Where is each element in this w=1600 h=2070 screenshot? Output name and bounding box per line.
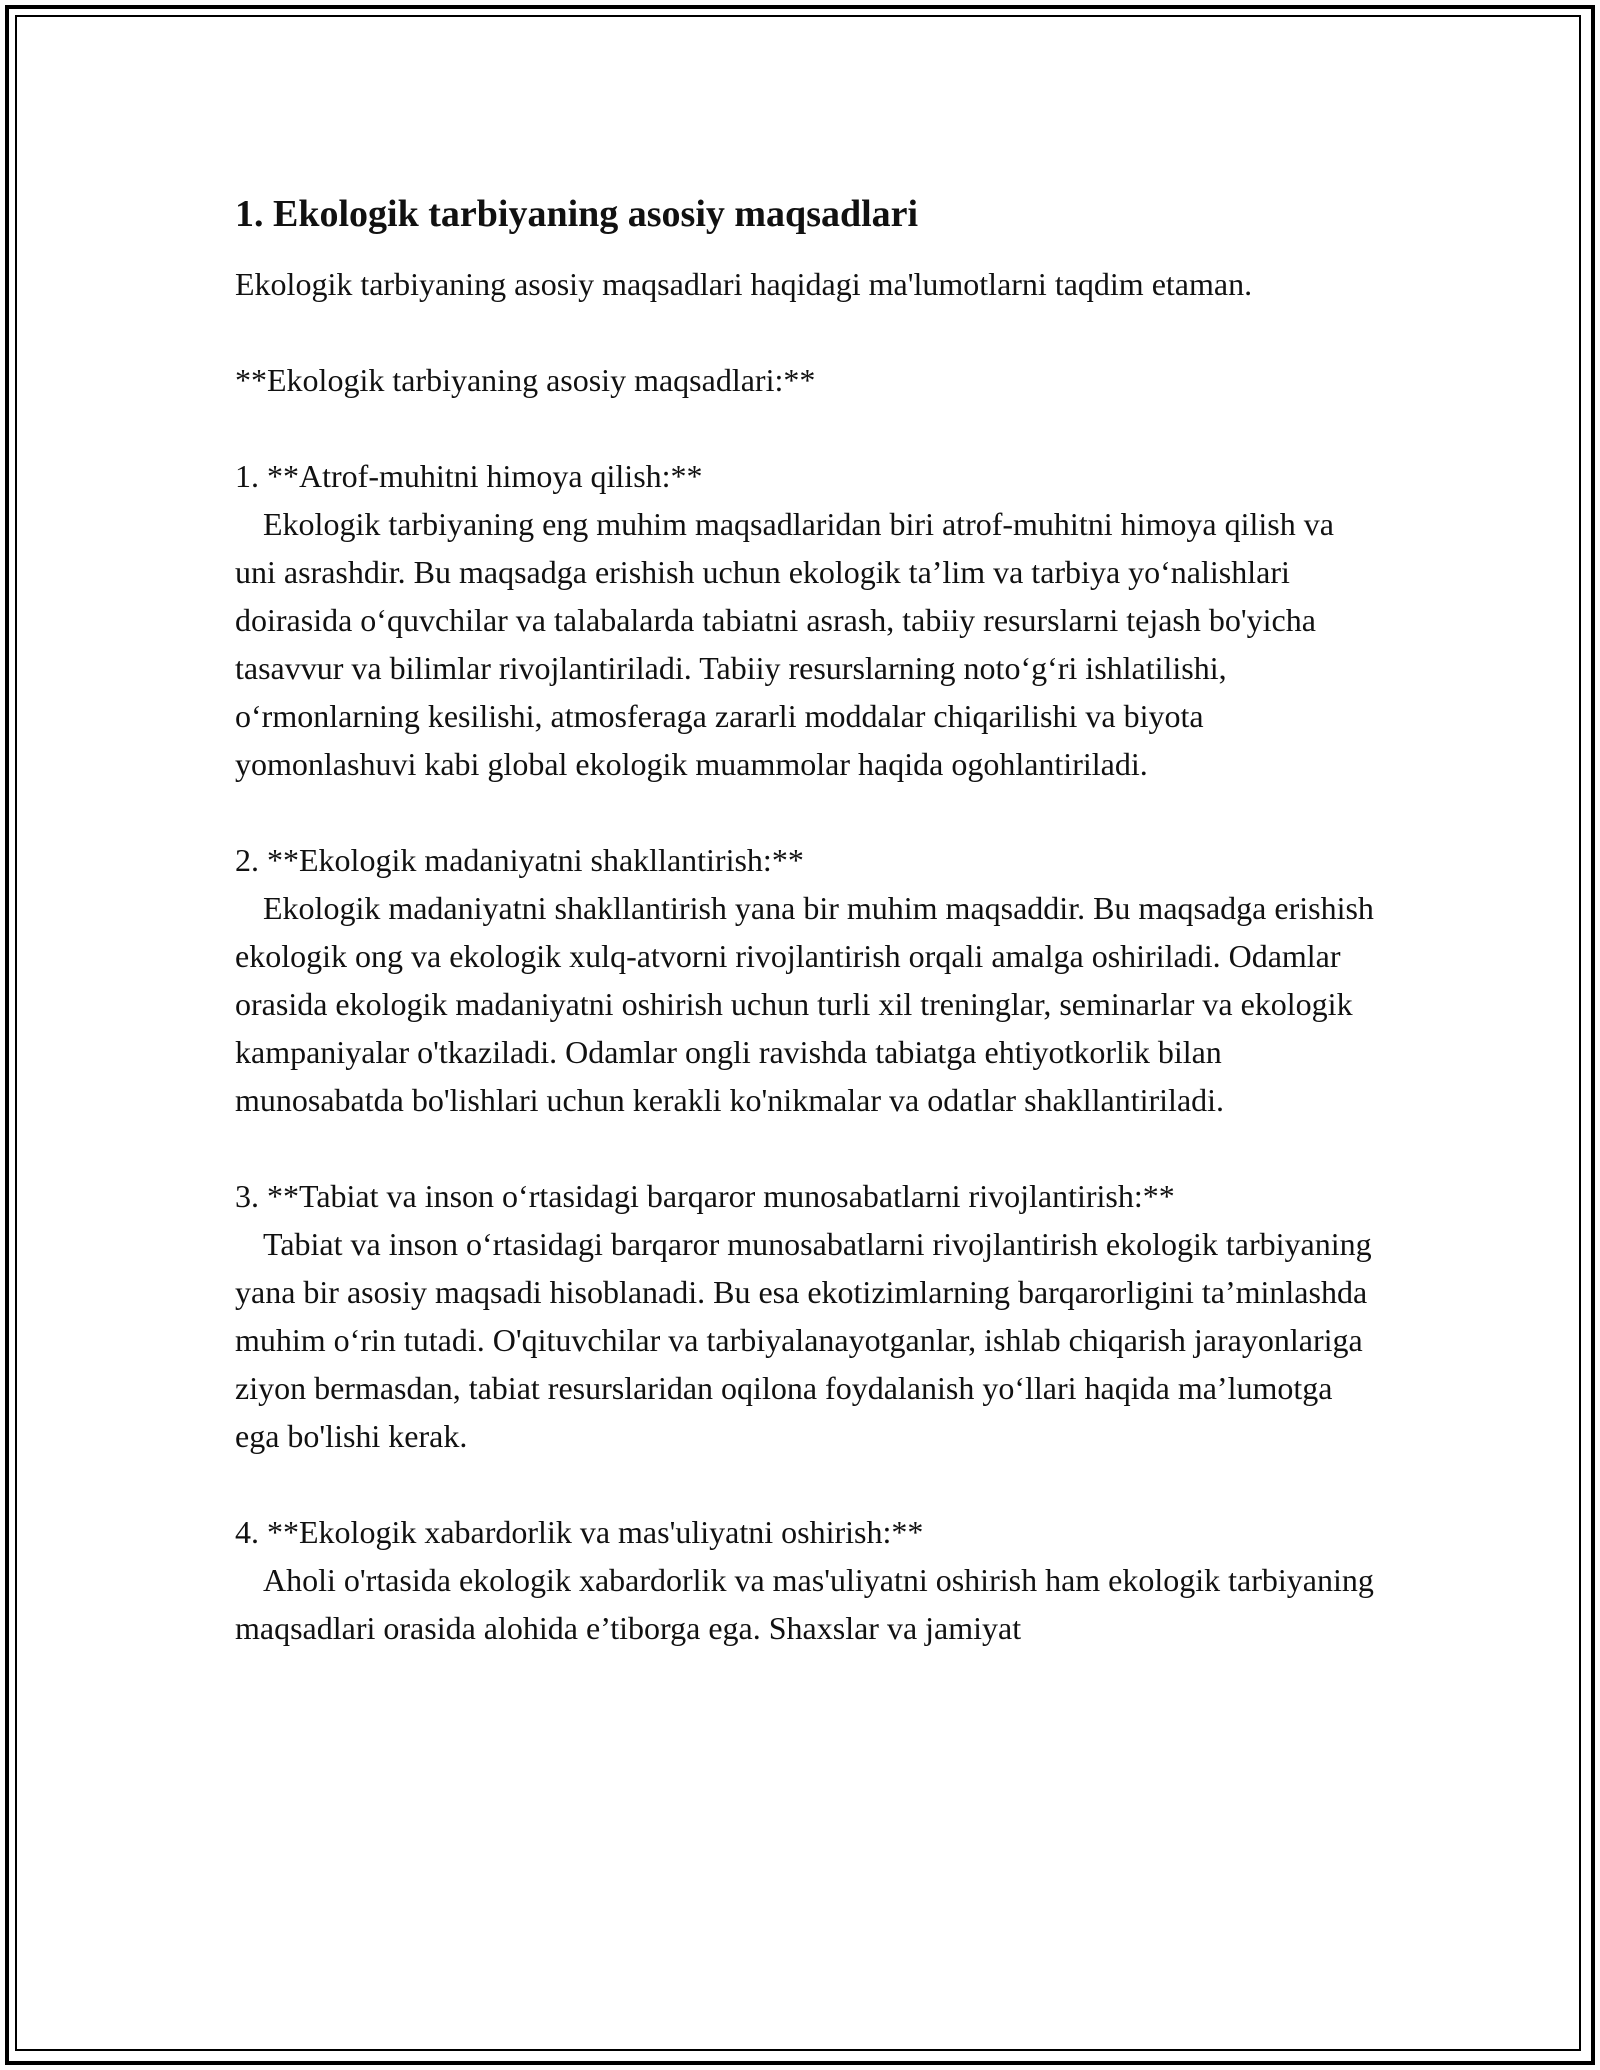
list-item-heading: 4. **Ekologik xabardorlik va mas'uliyatni oshirish:** — [235, 1514, 924, 1550]
list-item-heading: 3. **Tabiat va inson o‘rtasidagi barqaror munosabatlarni rivojlantirish:** — [235, 1178, 1175, 1214]
list-item — [235, 1508, 1375, 1652]
list-item — [235, 1172, 1375, 1460]
list-item-body: Ekologik madaniyatni shakllantirish yana bir muhim maqsaddir. Bu maqsadga erishish ekologik ong va ekologik xulq-atvorni rivojlantirish orqali amalga oshiriladi. Odamlar orasida ekologik madaniyatni oshirish uchun turli xil treninglar, seminarlar va ekologik kampaniyalar o'tkaziladi. Odamlar ongli ravishda tabiatga ehtiyotkorlik bilan munosabatda bo'lishlari uchun kerakli ko'nikmalar va odatlar shakllantiriladi. — [235, 890, 1374, 1118]
spacer — [235, 1124, 1375, 1172]
page-title: 1. Ekologik tarbiyaning asosiy maqsadlari — [235, 193, 919, 235]
section-heading: **Ekologik tarbiyaning asosiy maqsadlari:** — [235, 362, 816, 398]
document-body — [235, 186, 1375, 1652]
intro-paragraph: Ekologik tarbiyaning asosiy maqsadlari haqidagi ma'lumotlarni taqdim etaman. — [235, 266, 1253, 302]
spacer — [235, 404, 1375, 452]
list-item — [235, 836, 1375, 1124]
list-item-heading: 1. **Atrof-muhitni himoya qilish:** — [235, 458, 703, 494]
list-item-heading: 2. **Ekologik madaniyatni shakllantirish:** — [235, 842, 804, 878]
spacer — [235, 308, 1375, 356]
list-item-body: Ekologik tarbiyaning eng muhim maqsadlaridan biri atrof-muhitni himoya qilish va uni asrashdir. Bu maqsadga erishish uchun ekologik ta’lim va tarbiya yo‘nalishlari doirasida o‘quvchilar va talabalarda tabiatni asrash, tabiiy resurslarni tejash bo'yicha tasavvur va bilimlar rivojlantiriladi. Tabiiy resurslarning noto‘g‘ri ishlatilishi, o‘rmonlarning kesilishi, atmosferaga zararli moddalar chiqarilishi va biyota yomonlashuvi kabi global ekologik muammolar haqida ogohlantiriladi. — [235, 506, 1334, 782]
spacer — [235, 1460, 1375, 1508]
list-item-body: Tabiat va inson o‘rtasidagi barqaror munosabatlarni rivojlantirish ekologik tarbiyaning yana bir asosiy maqsadi hisoblanadi. Bu esa ekotizimlarning barqarorligini ta’minlashda muhim o‘rin tutadi. O'qituvchilar va tarbiyalanayotganlar, ishlab chiqarish jarayonlariga ziyon bermasdan, tabiat resurslaridan oqilona foydalanish yo‘llari haqida ma’lumotga ega bo'lishi kerak. — [235, 1226, 1372, 1454]
list-item-body: Aholi o'rtasida ekologik xabardorlik va mas'uliyatni oshirish ham ekologik tarbiyaning maqsadlari orasida alohida e’tiborga ega. Shaxslar va jamiyat — [235, 1562, 1374, 1646]
spacer — [235, 788, 1375, 836]
list-item — [235, 452, 1375, 788]
